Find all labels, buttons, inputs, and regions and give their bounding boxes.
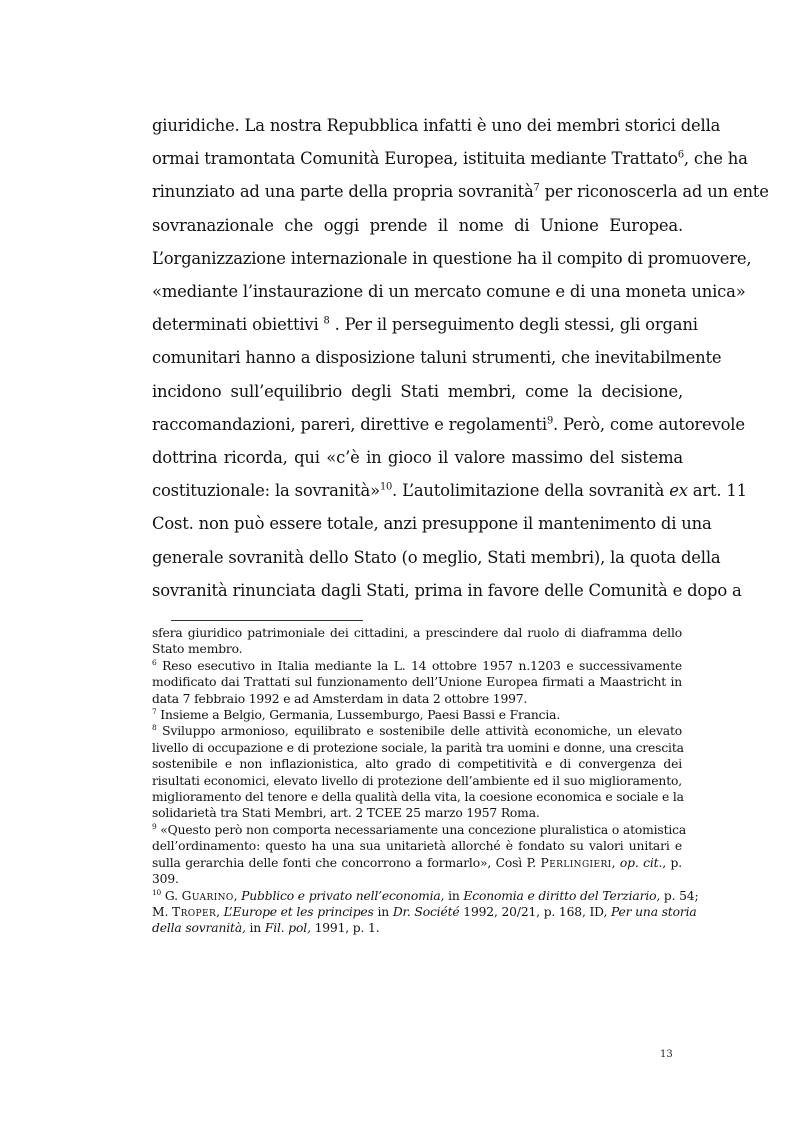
footnote-line: livello di occupazione e di protezione sociale, la parità tra uomini e donne, una crescita: [152, 740, 684, 755]
body-line: dottrina ricorda, qui «c’è in gioco il valore massimo del sistema: [152, 448, 683, 468]
footnote-ref: 6: [677, 149, 684, 161]
body-line: Cost. non può essere totale, anzi presuppone il mantenimento di una: [152, 514, 712, 534]
body-line: costituzionale: la sovranità»$^{10}$. L’autolimitazione della sovranità ex art. 11: [152, 481, 747, 501]
italic-text: Dr. Société: [392, 904, 460, 919]
italic-text: Pubblico e privato nell’economia,: [241, 888, 445, 903]
footnote-ref: 7: [152, 706, 157, 716]
italic-text: Fil. pol,: [264, 921, 311, 936]
author-name: Guarino: [181, 888, 234, 903]
footnote-line: solidarietà tra Stati Membri, art. 2 TCEE 25 marzo 1957 Roma.: [152, 806, 540, 821]
footnote-separator: [171, 620, 363, 621]
footnote-line: della sovranità, in Fil. pol, 1991, p. 1.: [152, 921, 380, 936]
footnote-line: $^8$ Sviluppo armonioso, equilibrato e sostenibile delle attività economiche, un elevato: [152, 723, 682, 739]
footnote-line: sostenibile e non inflazionistica, alto grado di competitività e di convergenza dei: [152, 757, 682, 772]
footnote-ref: 8: [152, 723, 157, 733]
footnote-line: M. Troper, L’Europe et les principes in Dr. Société 1992, 20/21, p. 168, ID, Per una storia: [152, 904, 697, 919]
body-line: incidono sull’equilibrio degli Stati membri, come la decisione,: [152, 381, 683, 401]
body-line: determinati obiettivi $^8$ . Per il perseguimento degli stessi, gli organi: [152, 315, 698, 335]
italic-text: Per una storia: [610, 904, 697, 919]
italic-text: op. cit.: [619, 855, 663, 870]
body-line: generale sovranità dello Stato (o meglio, Stati membri), la quota della: [152, 547, 721, 567]
footnote-line: $^{10}$ G. Guarino, Pubblico e privato nell’economia, in Economia e diritto del Terziario, p. 54;: [152, 887, 699, 903]
body-line: giuridiche. La nostra Repubblica infatti è uno dei membri storici della: [152, 116, 721, 135]
footnotes: [152, 625, 699, 937]
footnote-line: $^6$ Reso esecutivo in Italia mediante la L. 14 ottobre 1957 n.1203 e successivamente: [152, 657, 682, 673]
page-number: 13: [660, 1049, 673, 1060]
footnote-line: sulla gerarchia delle fonti che concorrono a formarlo», Così P. Perlingieri, op. cit., p.: [152, 855, 682, 870]
italic-text: Economia e diritto del Terziario,: [463, 888, 661, 903]
footnote-line: 309.: [152, 872, 179, 887]
footnote-line: $^7$ Insieme a Belgio, Germania, Lussemburgo, Paesi Bassi e Francia.: [152, 706, 561, 723]
italic-text: L’Europe et les principes: [223, 904, 374, 919]
footnote-line: $^9$ «Questo però non comporta necessariamente una concezione pluralistica o atomistica: [152, 821, 687, 837]
italic-text: della sovranità,: [152, 921, 246, 936]
body-line: sovranità rinunciata dagli Stati, prima in favore delle Comunità e dopo a: [152, 580, 742, 600]
body-line: comunitari hanno a disposizione taluni strumenti, che inevitabilmente: [152, 348, 722, 368]
footnote-ref: 9: [546, 415, 553, 427]
italic-text: ex: [669, 481, 688, 501]
footnote-ref: 10: [379, 481, 393, 493]
footnote-ref: 8: [323, 315, 330, 327]
body-line: raccomandazioni, pareri, direttive e regolamenti$^9$. Però, come autorevole: [152, 414, 745, 434]
footnote-ref: 7: [533, 182, 540, 194]
footnote-line: risultati economici, elevato livello di protezione dell’ambiente ed il suo miglioramento,: [152, 773, 682, 788]
body-text: [152, 109, 769, 607]
body-line: rinunziato ad una parte della propria sovranità$^7$ per riconoscerla ad un ente: [152, 182, 769, 202]
body-line: sovranazionale che oggi prende il nome di Unione Europea.: [152, 215, 683, 235]
footnote-line: miglioramento del tenore e della qualità della vita, la coesione economica e sociale e la: [152, 790, 684, 805]
body-line: L’organizzazione internazionale in questione ha il compito di promuovere,: [152, 248, 752, 268]
footnote-line: Stato membro.: [152, 642, 243, 657]
footnote-line: sfera giuridico patrimoniale dei cittadini, a prescindere dal ruolo di diaframma dello: [152, 626, 682, 640]
footnote-line: dell’ordinamento: questo ha una sua unitarietà allorché è fondato su valori unitari e: [152, 839, 682, 854]
author-name: Troper: [171, 904, 217, 919]
footnote-ref: 9: [152, 821, 157, 831]
footnote-line: modificato dai Trattati sul funzionamento dell’Unione Europea firmati a Maastricht in: [152, 675, 682, 690]
footnote-line: data 7 febbraio 1992 e ad Amsterdam in data 2 ottobre 1997.: [152, 691, 528, 706]
body-line: «mediante l’instaurazione di un mercato comune e di una moneta unica»: [152, 282, 746, 302]
footnote-ref: 10: [152, 887, 162, 897]
body-line: ormai tramontata Comunità Europea, istituita mediante Trattato$^6$, che ha: [152, 149, 748, 169]
author-name: Perlingieri: [540, 855, 612, 870]
footnote-ref: 6: [152, 657, 157, 667]
